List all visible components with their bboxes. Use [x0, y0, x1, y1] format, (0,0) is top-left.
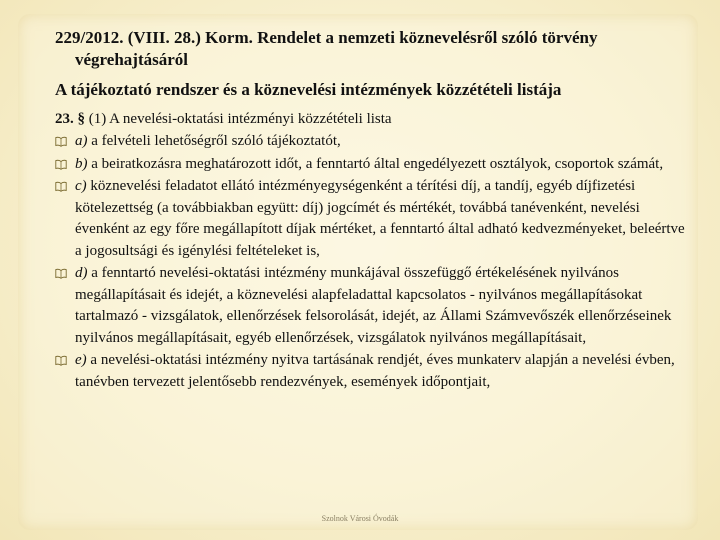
paragraph-lead	[55, 109, 695, 129]
open-book-icon	[55, 268, 67, 279]
item-letter: d)	[75, 265, 88, 281]
list-item	[55, 131, 695, 153]
item-text: köznevelési feladatot ellátó intézményegységenként a térítési díj, a tandíj, egyéb díjfizetési kötelezettség (a továbbiakban együtt: díj) jogcímét és mértékét, továbbá tanévenként, nevelési évenként az egy főre megállapított díjak mértéket, a fenntartó által adható kedvezményeket, beleértve a jogosultsági és igénylési feltételeket is,	[75, 178, 685, 259]
list-item	[55, 350, 695, 393]
open-book-icon	[55, 159, 67, 170]
list-item	[55, 263, 695, 349]
item-letter: a)	[75, 133, 88, 149]
item-text: a fenntartó nevelési-oktatási intézmény munkájával összefüggő értékelésének nyilvános megállapításait és idejét, a köznevelési alapfeladattal kapcsolatos - nyilvános megállapításokat tartalmazó - vizsgálatok, ellenőrzések felsorolását, idejét, az Állami Számvevőszék ellenőrzéseinek nyilvános megállapításait, egyéb ellenőrzések, vizsgálatok nyilvános megállapításait,	[75, 265, 672, 346]
paragraph-lead-text: (1) A nevelési-oktatási intézményi közzétételi lista	[88, 111, 392, 127]
item-text: a nevelési-oktatási intézmény nyitva tartásának rendjét, éves munkaterv alapján a nevelési évben, tanévben tervezett jelentősebb rendezvények, események időpontjait,	[75, 352, 675, 390]
paragraph-number: 23. §	[55, 111, 85, 127]
open-book-icon	[55, 136, 67, 147]
open-book-icon	[55, 355, 67, 366]
footer-label: Szolnok Városi Óvodák	[321, 514, 399, 523]
item-letter: b)	[75, 155, 88, 172]
section-subtitle: A tájékoztató rendszer és a köznevelési intézmények közzétételi listája	[55, 80, 562, 99]
document-title: 229/2012. (VIII. 28.) Korm. Rendelet a nemzeti köznevelésről szóló törvény végrehajtásáról	[55, 28, 598, 69]
open-book-icon	[55, 181, 67, 192]
item-letter: e)	[75, 352, 87, 368]
list-item	[55, 154, 695, 176]
item-text: a beiratkozásra meghatározott időt, a fenntartó által engedélyezett osztályok, csoportok számát,	[91, 155, 664, 172]
item-list	[55, 131, 695, 394]
item-letter: c)	[75, 178, 87, 194]
list-item	[55, 176, 695, 262]
item-text: a felvételi lehetőségről szóló tájékoztatót,	[91, 133, 341, 149]
